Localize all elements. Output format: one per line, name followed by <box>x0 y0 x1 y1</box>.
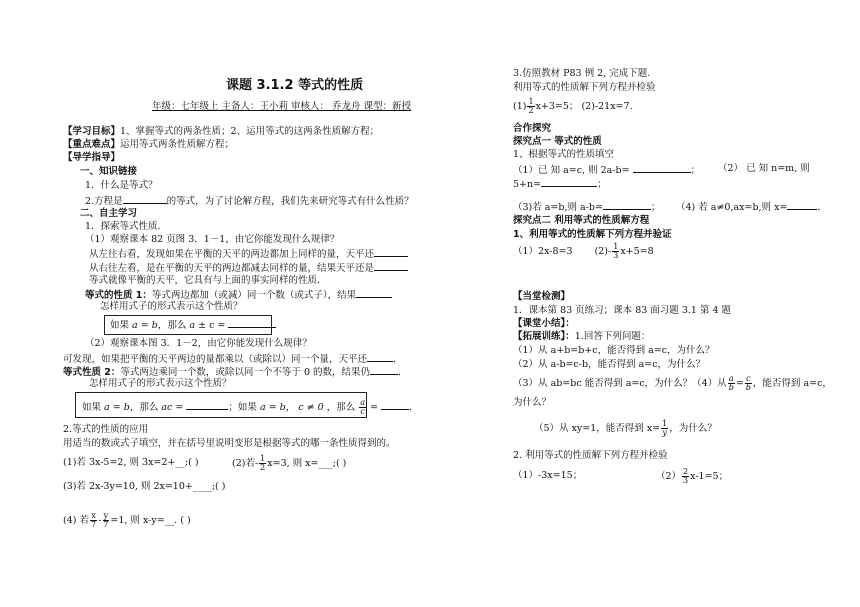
f1-if: 如果 <box>110 320 130 331</box>
observe-1a-text: 从左往右看，发现如果在平衡的天平的两边都加上同样的量，天平还 <box>89 249 375 260</box>
frac-num: c <box>746 374 751 383</box>
formula-2: 如果 a = b，那么 ac = ；如果 a = b， c ≠ 0 ，那么 $\frac{a}{c}$ = ． <box>82 398 419 416</box>
express-1: 怎样用式子的形式表示这个性质？ <box>100 301 243 312</box>
extension-q3-why: 为什么？ <box>513 397 552 408</box>
frac-den: 2 <box>528 106 534 115</box>
f1-a2: a <box>189 320 196 331</box>
observe-2a-text: 可发现，如果把平衡的天平两边的量都乘以（或除以）同一个量，天平还 <box>63 354 368 365</box>
extension-2: 2. 利用等式的性质解下列方程并检验 <box>513 450 668 461</box>
q2-blank[interactable] <box>123 194 167 204</box>
f2-b: b <box>123 402 130 413</box>
fraction-a-b <box>728 375 735 392</box>
coop-heading: 合作探究 <box>513 123 552 134</box>
extension-tag: 【拓展训练】： <box>513 331 575 342</box>
e4-prefix: (4) 若 <box>63 515 89 526</box>
f2-a2: a <box>259 402 266 413</box>
learning-goals <box>63 126 379 138</box>
frac-num: a <box>360 398 366 407</box>
extension <box>513 331 650 343</box>
f2-eq3: = <box>370 402 379 413</box>
item-3-eqs <box>513 98 633 115</box>
f2-b2: b <box>279 402 286 413</box>
property-1 <box>85 288 392 302</box>
extension-text: 1.回答下列问题： <box>574 331 651 342</box>
property-1-blank[interactable] <box>356 288 392 298</box>
r3-text: x+3=5； (2)-21x=7. <box>535 101 633 112</box>
frac-den: c <box>360 407 365 416</box>
key-points <box>63 139 234 151</box>
frac-den: 7 <box>90 520 97 529</box>
e2-prefix: (2)若- <box>232 458 259 469</box>
frac-num: x <box>91 511 96 520</box>
q2-suffix: 的等式，为了讨论解方程，我们先来研究等式有什么性质？ <box>166 196 414 207</box>
f2-eq: = <box>112 402 121 413</box>
frac-num: 2 <box>683 467 689 476</box>
observe-2: （2）观察课本图 3．1－2，由它你能发现什么规律？ <box>85 338 312 349</box>
t1c2: ； <box>597 179 607 190</box>
f2-if: 如果 <box>82 402 102 413</box>
observe-1a <box>89 247 408 261</box>
r3-label: (1) <box>513 101 527 112</box>
keypoint-tag: 【重点难点】 <box>63 139 121 150</box>
t1b1: （1）已 知 a=c, 则 2a-b= <box>513 165 630 176</box>
f1-eq: = <box>140 320 149 331</box>
fraction-c-b <box>745 375 752 392</box>
extension-q1: （1）从 a+b=b+c，能否得到 a=c，为什么？ <box>513 345 715 356</box>
t1-blank-3[interactable] <box>603 200 651 210</box>
item-3: 3.仿照教材 P83 例 2, 完成下题. <box>513 68 651 79</box>
application-heading: 2.等式的性质的应用 <box>63 424 149 435</box>
t1d2: ； <box>650 202 661 213</box>
observe-2a: 可发现，如果把平衡的天平两边的量都乘以（或除以）同一个量，天平还 ． <box>63 354 403 365</box>
step-1: 1．探索等式性质． <box>85 221 168 232</box>
exercise-2 <box>232 455 346 472</box>
exercise-1: (1)若 3x-5=2, 则 3x=2+__;( ) <box>63 457 199 468</box>
observe-1a-blank[interactable] <box>374 247 408 257</box>
t2b3: x+5=8 <box>620 246 654 257</box>
frac-den: 3 <box>613 251 619 260</box>
property-2-text: 等式两边乘同一个数，或除以同一个不等于 0 的数，结果仍 <box>120 367 371 378</box>
check-heading: 【当堂检测】 <box>513 291 571 302</box>
t1b2: ； <box>690 165 701 176</box>
formula-1-blank[interactable] <box>228 318 276 328</box>
goals-tag: 【学习目标】 <box>63 126 121 137</box>
topic-1: 探究点一 等式的性质 <box>513 136 602 147</box>
ext2b2: x-1=5； <box>690 471 729 482</box>
formula-1 <box>110 318 276 332</box>
application-desc: 用适当的数或式子填空，并在括号里说明变形是根据等式的哪一条性质得到的。 <box>63 438 396 449</box>
observe-2a-blank[interactable] <box>367 352 393 362</box>
f2-ac: ac = <box>161 402 184 413</box>
express-2: 怎样用式子的形式表示这个性质？ <box>89 378 232 389</box>
topic-1-q2: （2） 已 知 n=m, 则 <box>718 163 810 174</box>
f1-a: a <box>132 320 138 331</box>
meta-line: 年级：七年级上 主备人：王小莉 审核人： 乔龙舟 课型：新授 <box>152 101 412 112</box>
question-2 <box>85 194 414 208</box>
topic-2-eqs <box>513 243 654 260</box>
f1-pm: ± c = <box>198 320 226 331</box>
fraction-y-7 <box>102 512 109 529</box>
ext3-eq: = <box>735 378 744 389</box>
extension-q2: （2）从 a-b=c-b，能否得到 a=c，为什么？ <box>513 359 706 370</box>
property-1-text: 等式两边都加（或减）同一个数（或式子），结果 <box>151 290 357 301</box>
observe-1b-blank[interactable] <box>374 261 408 271</box>
topic-2: 探究点二 利用等式的性质解方程 <box>513 215 650 226</box>
f2-a: a <box>104 402 110 413</box>
page-title: 课题 3.1.2 等式的性质 <box>226 78 364 93</box>
f2-then2: ，那么 <box>326 402 356 413</box>
frac-num: 1 <box>528 97 534 106</box>
exercise-4 <box>63 512 191 529</box>
property-2-blank[interactable] <box>370 365 398 375</box>
frac-den: 3 <box>683 476 689 485</box>
formula-2-blank-1[interactable] <box>186 400 228 410</box>
e4-suffix: =1, 则 x-y=__. ( ) <box>110 515 191 526</box>
observe-1c: 等式就像平衡的天平，它具有与上面的事实同样的性质． <box>89 275 327 286</box>
topic-1-q3 <box>513 200 660 214</box>
frac-den: 7 <box>103 520 109 529</box>
f1-b: b <box>151 320 158 331</box>
topic-1-q1 <box>513 163 700 177</box>
t1-blank-2[interactable] <box>541 177 597 187</box>
topic-1-q2b <box>513 177 607 191</box>
section-knowledge: 一、知识链接 <box>80 166 138 177</box>
fraction-a-over-c <box>359 399 366 416</box>
e2-suffix: x=3, 则 x=___;( ) <box>267 458 347 469</box>
f2-comma: ， <box>285 402 296 413</box>
section-self-study: 二、自主学习 <box>80 208 138 219</box>
guide-heading: 【导学指导】 <box>63 152 121 163</box>
t1d3: （4) 若 a≠0,ax=b,则 x= <box>676 202 788 213</box>
frac-den: b <box>745 383 751 392</box>
t2b2: (2)- <box>594 246 612 257</box>
frac-num: 1 <box>613 242 619 251</box>
observe-1: （1）观察课本 82 页图 3．1－1，由它你能发现什么规律？ <box>85 234 340 245</box>
ext5b: ，为什么？ <box>669 423 717 434</box>
fraction-1-2 <box>527 98 534 115</box>
fraction-1-2 <box>259 455 266 472</box>
exercise-3: (3)若 2x-3y=10, 则 2x=10+____;( ) <box>63 481 226 492</box>
frac-num: 1 <box>260 454 266 463</box>
check-1: 1．课本第 83 页练习；课本 83 面习题 3.1 第 4 题 <box>513 305 732 316</box>
frac-den: y <box>662 428 667 437</box>
item-3-instr: 利用等式的性质解下列方程并检验 <box>513 82 656 93</box>
topic-1-q4 <box>676 200 827 214</box>
observe-1b-text: 从右往左看，是在平衡的天平的两边都减去同样的量，结果天平还是 <box>89 263 375 274</box>
ext5a: （5）从 xy=1，能否得到 x= <box>534 423 661 434</box>
extension-2-q2 <box>656 468 728 485</box>
extension-2-q1: （1）-3x=15； <box>513 470 583 481</box>
frac-num: 1 <box>662 419 668 428</box>
frac-num: y <box>103 511 109 520</box>
t1c: 5+n= <box>513 179 542 190</box>
question-1: 1．什么是等式？ <box>85 180 158 191</box>
fraction-1-y <box>661 420 668 437</box>
observe-1b <box>89 261 408 275</box>
frac-num: a <box>728 374 734 383</box>
t1d1: （3)若 a=b,则 a-b= <box>513 202 603 213</box>
ext3b: ，能否得到 a=c， <box>752 378 832 389</box>
f2-eq2: = <box>268 402 277 413</box>
f1-then: ，那么 <box>157 320 187 331</box>
t1d4: ． <box>817 202 827 213</box>
t2b1: （1）2x-8=3 <box>513 246 573 257</box>
formula-2-blank-2[interactable] <box>381 400 409 410</box>
property-2: 等式性质 2：等式两边乘同一个数，或除以同一个不等于 0 的数，结果仍 ． <box>63 367 408 378</box>
property-2-tag: 等式性质 2： <box>63 367 121 378</box>
fraction-2-3 <box>682 468 689 485</box>
f2-then: ，那么 <box>129 402 159 413</box>
summary-heading: 【课堂小结】： <box>513 318 575 329</box>
t1-blank-1[interactable] <box>633 163 691 173</box>
property-1-tag: 等式的性质 1： <box>85 290 152 301</box>
t1-blank-4[interactable] <box>787 200 817 210</box>
keypoint-text: 运用等式两条性质解方程； <box>120 139 235 150</box>
goals-text: 1、掌握等式的两条性质；2、运用等式的这两条性质解方程； <box>120 126 380 137</box>
fraction-1-3 <box>612 243 619 260</box>
ext3a: （3）从 ab=bc 能否得到 a=c，为什么？（4）从 <box>513 378 727 389</box>
frac-den: b <box>728 383 734 392</box>
ext2b1: （2） <box>656 471 682 482</box>
f2-cne0: c ≠ 0 <box>298 402 324 413</box>
fraction-x-7 <box>90 512 97 529</box>
topic-2-instr: 1、利用等式的性质解下列方程并验证 <box>513 229 672 240</box>
topic-1-instr: 1、根据等式的性质填空 <box>513 149 615 160</box>
extension-q5 <box>534 420 717 437</box>
extension-q3 <box>513 375 832 392</box>
f2-if2: ；如果 <box>228 402 257 413</box>
e4-minus: - <box>98 515 102 526</box>
frac-den: 2 <box>260 463 266 472</box>
q2-prefix: 2.方程是 <box>85 196 123 207</box>
